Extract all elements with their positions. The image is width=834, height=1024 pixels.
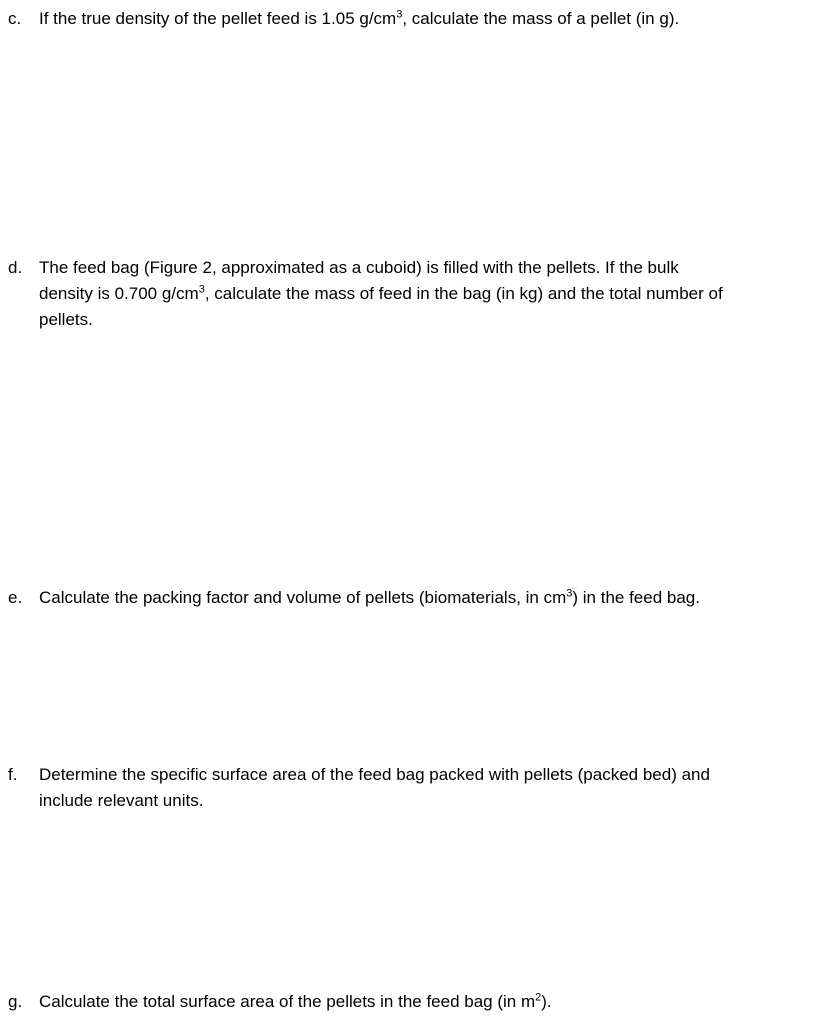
question-text-line: The feed bag (Figure 2, approximated as a cuboid) is filled with the pellets. If the bulk: [39, 258, 679, 277]
question-g: [8, 989, 818, 1015]
question-text-part: , calculate the mass of feed in the bag (in kg) and the total number of: [204, 284, 723, 303]
question-text: [39, 989, 818, 1015]
question-text: [39, 6, 818, 32]
superscript: 2: [535, 991, 542, 1004]
superscript: 3: [396, 8, 403, 21]
question-text-line: pellets.: [39, 310, 93, 329]
question-text-part: , calculate the mass of a pellet (in g).: [402, 9, 680, 28]
question-c: [8, 6, 818, 32]
question-text: [39, 585, 818, 611]
question-text-part: density is 0.700 g/cm: [39, 284, 199, 303]
question-e: [8, 585, 818, 611]
question-letter: e.: [8, 588, 23, 607]
question-text: [39, 762, 818, 814]
question-text-part: If the true density of the pellet feed is 1.05 g/cm: [39, 9, 397, 28]
question-text-part: ).: [541, 992, 552, 1011]
question-text-line: include relevant units.: [39, 791, 204, 810]
question-text-part: ) in the feed bag.: [572, 588, 700, 607]
question-text-part: Calculate the total surface area of the pellets in the feed bag (in m: [39, 992, 536, 1011]
question-text-line: Determine the specific surface area of the feed bag packed with pellets (packed bed) and: [39, 765, 710, 784]
question-text: [39, 255, 818, 333]
question-d: [8, 255, 818, 333]
superscript: 3: [198, 283, 205, 296]
question-text-part: Calculate the packing factor and volume of pellets (biomaterials, in cm: [39, 588, 567, 607]
question-letter: f.: [8, 765, 18, 784]
superscript: 3: [566, 587, 573, 600]
question-letter: g.: [8, 992, 23, 1011]
question-letter: c.: [8, 9, 22, 28]
question-f: [8, 762, 818, 814]
question-letter: d.: [8, 258, 23, 277]
